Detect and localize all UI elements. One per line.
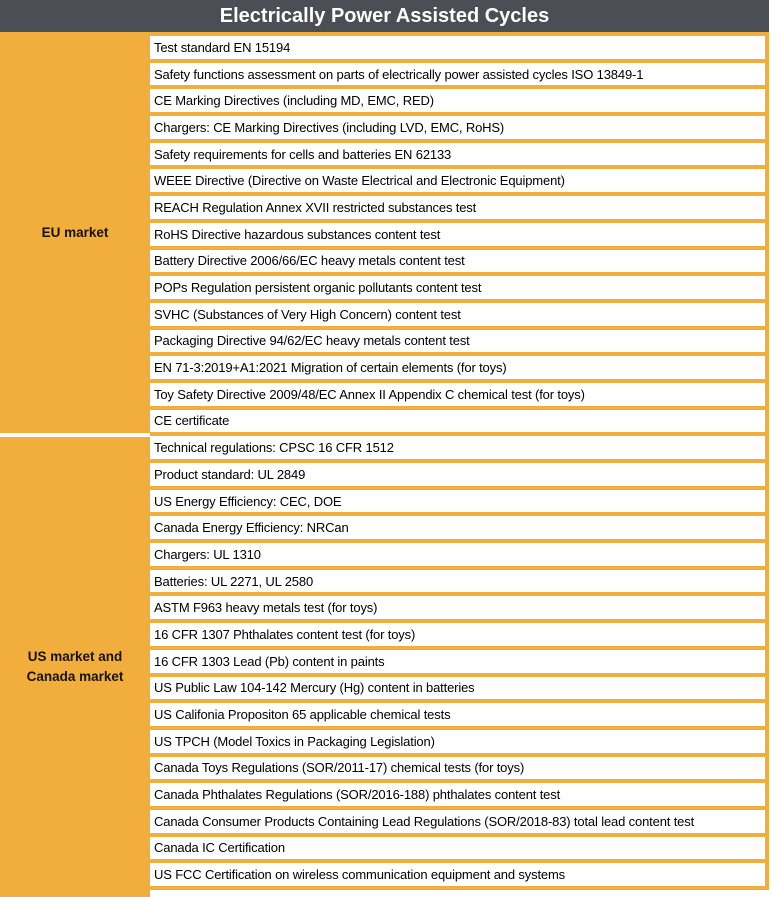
row-label: Test standard EN 15194 (154, 39, 291, 55)
row-label: Canada Toys Regulations (SOR/2011-17) chemical tests (for toys) (154, 760, 525, 776)
table-row (150, 89, 765, 112)
row-label: Safety requirements for cells and batteries EN 62133 (154, 146, 452, 162)
page-title: Electrically Power Assisted Cycles (219, 4, 550, 27)
row-label: US Public Law 104-142 Mercury (Hg) content in batteries (154, 680, 475, 696)
row-label: Toy Safety Directive 2009/48/EC Annex II Appendix C chemical test (for toys) (154, 386, 585, 402)
row-label: Chargers: CE Marking Directives (including LVD, EMC, RoHS) (154, 119, 505, 135)
row-label: POPs Regulation persistent organic pollutants content test (154, 280, 482, 296)
table-row (150, 276, 765, 299)
market-label-eu: EU market (41, 224, 109, 240)
market-column (0, 32, 150, 897)
row-label: Canada Energy Efficiency: NRCan (154, 520, 349, 536)
row-label: WEEE Directive (Directive on Waste Electrical and Electronic Equipment) (154, 173, 565, 189)
table-row (150, 36, 765, 59)
table-row (150, 757, 765, 780)
row-label: Product standard: UL 2849 (154, 466, 306, 482)
table-row (150, 356, 765, 379)
table-row (150, 783, 765, 806)
table-row (150, 730, 765, 753)
table-row (150, 223, 765, 246)
table-row (150, 650, 765, 673)
table-row (150, 623, 765, 646)
table-row (150, 383, 765, 406)
row-label: 16 CFR 1307 Phthalates content test (for toys) (154, 626, 416, 642)
table-row (150, 677, 765, 700)
row-label: Safety functions assessment on parts of electrically power assisted cycles ISO 13849-1 (154, 66, 644, 82)
table-row (150, 196, 765, 219)
table-row (150, 543, 765, 566)
market-label-us-canada: US market and Canada market (26, 649, 124, 684)
row-label: US FCC Certification on wireless communication equipment and systems (154, 867, 566, 883)
table-row (150, 410, 765, 433)
table-row (150, 596, 765, 619)
row-label: CE Marking Directives (including MD, EMC, RED) (154, 93, 434, 109)
row-label: US TPCH (Model Toxics in Packaging Legislation) (154, 733, 435, 749)
row-label: US Califonia Propositon 65 applicable chemical tests (154, 707, 451, 723)
row-label: Packaging Directive 94/62/EC heavy metals content test (154, 333, 470, 349)
row-label: CE certificate (154, 413, 230, 429)
table-row (150, 143, 765, 166)
table-row (150, 570, 765, 593)
table-row (150, 863, 765, 886)
row-label: Batteries: UL 2271, UL 2580 (154, 573, 314, 589)
row-label: Chargers: UL 1310 (154, 546, 261, 562)
row-label: ASTM F963 heavy metals test (for toys) (154, 600, 378, 616)
title-bar (0, 0, 769, 32)
table-row (150, 490, 765, 513)
row-label: RoHS Directive hazardous substances content test (154, 226, 441, 242)
standards-table (0, 32, 769, 897)
market-cell-eu (0, 32, 150, 433)
row-label: Canada IC Certification (154, 840, 285, 856)
table-row (150, 436, 765, 459)
table-row (150, 250, 765, 273)
table-row (150, 169, 765, 192)
table-row (150, 330, 765, 353)
row-label: Technical regulations: CPSC 16 CFR 1512 (154, 440, 394, 456)
table-row (150, 63, 765, 86)
row-label: EN 71-3:2019+A1:2021 Migration of certain elements (for toys) (154, 360, 507, 376)
row-label: 16 CFR 1303 Lead (Pb) content in paints (154, 653, 385, 669)
row-label: REACH Regulation Annex XVII restricted substances test (154, 199, 477, 215)
table-row (150, 116, 765, 139)
row-label: Canada Consumer Products Containing Lead Regulations (SOR/2018-83) total lead content test (154, 813, 695, 829)
table-row (150, 463, 765, 486)
row-label: Battery Directive 2006/66/EC heavy metals content test (154, 253, 465, 269)
row-label: Canada Phthalates Regulations (SOR/2016-188) phthalates content test (154, 787, 561, 803)
market-cell-us-canada (0, 437, 150, 897)
table-row (150, 516, 765, 539)
rows-area (150, 32, 769, 890)
table-row (150, 703, 765, 726)
row-label: SVHC (Substances of Very High Concern) content test (154, 306, 461, 322)
row-label: US Energy Efficiency: CEC, DOE (154, 493, 342, 509)
table-row (150, 303, 765, 326)
table-row (150, 810, 765, 833)
table-row (150, 837, 765, 860)
